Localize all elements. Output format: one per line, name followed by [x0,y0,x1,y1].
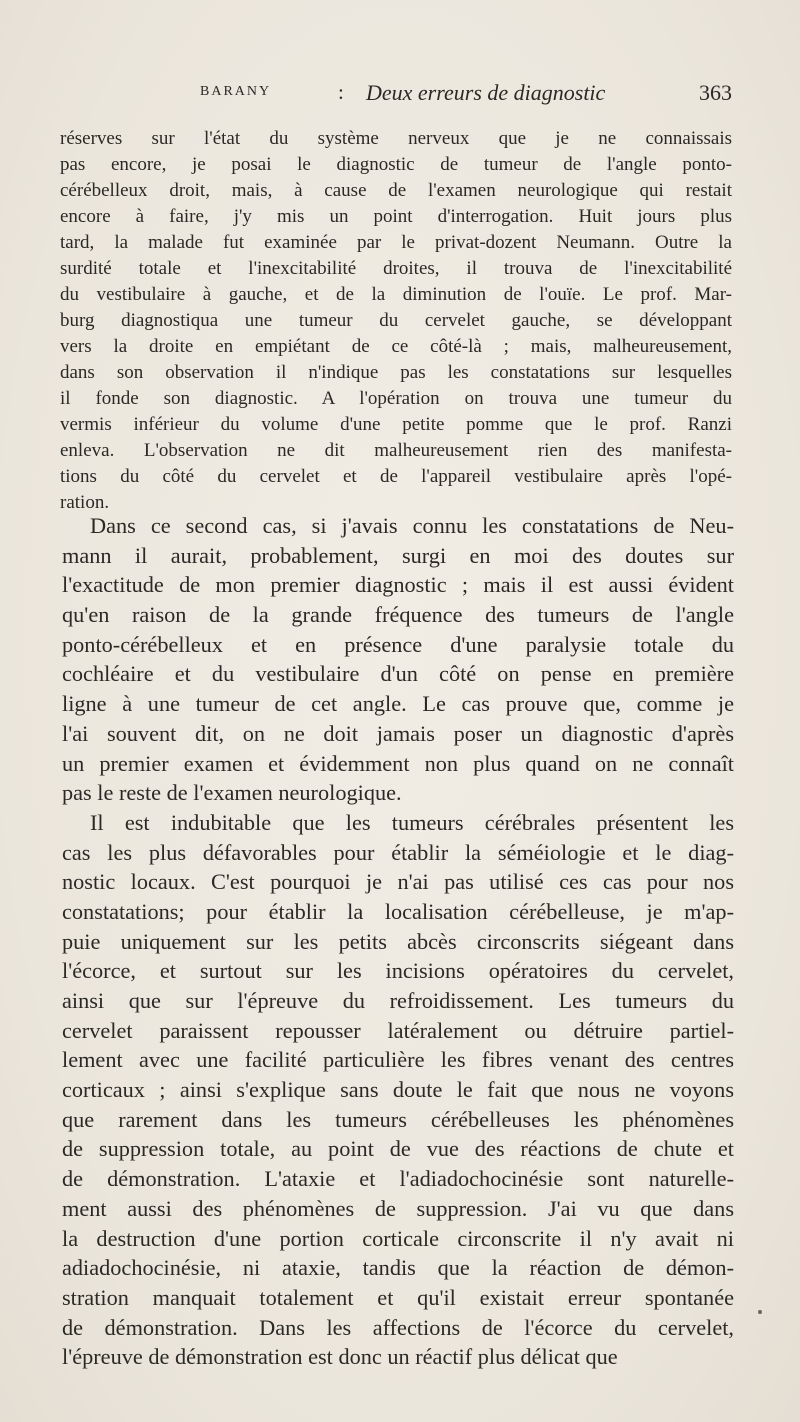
text-line: cochléaire et du vestibulaire d'un côté on pense en première [62,661,734,687]
text-line: nostic locaux. C'est pourquoi je n'ai pas utilisé ces cas pour nos [62,869,734,895]
text-line: vers la droite en empiétant de ce côté-là ; mais, malheureusement, [60,336,732,357]
text-line: la destruction d'une portion corticale circonscrite il n'y avait ni [62,1225,734,1251]
text-line: ment aussi des phénomènes de suppression. J'ai vu que dans [62,1195,734,1221]
text-line: ligne à une tumeur de cet angle. Le cas prouve que, comme je [62,691,734,717]
running-header [60,80,738,108]
text-line: vermis inférieur du volume d'une petite pomme que le prof. Ranzi [60,414,732,435]
paragraph-second-case [62,511,734,808]
text-line: enleva. L'observation ne dit malheureusement rien des manifesta- [60,440,732,461]
running-header-separator: : [338,80,344,104]
margin-speck [758,1310,762,1314]
text-line: pas encore, je posai le diagnostic de tumeur de l'angle ponto- [60,154,732,175]
text-line: mann il aurait, probablement, surgi en moi des doutes sur [62,542,734,568]
paragraph-small-print [60,126,732,516]
paragraph-tumors [62,808,734,1372]
text-line: cas les plus défavorables pour établir la séméiologie et le diag- [62,839,734,865]
text-line: il fonde son diagnostic. A l'opération on trouva une tumeur du [60,388,732,409]
text-line: du vestibulaire à gauche, et de la diminution de l'ouïe. Le prof. Mar- [60,284,732,305]
text-line: l'ai souvent dit, on ne doit jamais poser un diagnostic d'après [62,720,734,746]
text-line: l'épreuve de démonstration est donc un réactif plus délicat que [62,1344,618,1370]
text-line: que rarement dans les tumeurs cérébelleuses les phénomènes [62,1106,734,1132]
body-text [62,511,734,1372]
text-line: un premier examen et évidemment non plus quand on ne connaît [62,750,734,776]
text-line: cervelet paraissent repousser latéralement ou détruire partiel- [62,1017,734,1043]
text-line: constatations; pour établir la localisation cérébelleuse, je m'ap- [62,898,734,924]
text-line: Dans ce second cas, si j'avais connu les constatations de Neu- [90,513,734,538]
text-line: dans son observation il n'indique pas les constatations sur lesquelles [60,362,732,383]
running-header-author: BARANY [200,84,272,99]
page-number: 363 [699,80,732,105]
text-line: stration manquait totalement et qu'il existait erreur spontanée [62,1284,734,1310]
text-line: burg diagnostiqua une tumeur du cervelet gauche, se développant [60,310,732,331]
text-line: de suppression totale, au point de vue des réactions de chute et [62,1136,734,1162]
text-line: réserves sur l'état du système nerveux que je ne connaissais [60,128,732,149]
text-line: pas le reste de l'examen neurologique. [62,780,402,806]
text-line: tions du côté du cervelet et de l'appareil vestibulaire après l'opé- [60,466,732,487]
text-line: corticaux ; ainsi s'explique sans doute le fait que nous ne voyons [62,1077,734,1103]
text-line: puie uniquement sur les petits abcès circonscrits siégeant dans [62,928,734,954]
text-line: ponto-cérébelleux et en présence d'une paralysie totale du [62,631,734,657]
text-line: encore à faire, j'y mis un point d'interrogation. Huit jours plus [60,206,732,227]
text-line: de démonstration. L'ataxie et l'adiadochocinésie sont naturelle- [62,1166,734,1192]
text-line: lement avec une facilité particulière les fibres venant des centres [62,1047,734,1073]
text-line: ainsi que sur l'épreuve du refroidissement. Les tumeurs du [62,988,734,1013]
text-line: tard, la malade fut examinée par le privat-dozent Neumann. Outre la [60,232,732,253]
text-line: l'exactitude de mon premier diagnostic ; mais il est aussi évident [62,572,734,598]
text-line: cérébelleux droit, mais, à cause de l'examen neurologique qui restait [60,180,732,201]
text-line: ration. [60,492,110,513]
text-line: de démonstration. Dans les affections de l'écorce du cervelet, [62,1314,734,1340]
text-line: l'écorce, et surtout sur les incisions opératoires du cervelet, [62,958,734,984]
text-line: qu'en raison de la grande fréquence des tumeurs de l'angle [62,602,734,628]
text-line: Il est indubitable que les tumeurs cérébrales présentent les [90,809,734,835]
text-line: adiadochocinésie, ni ataxie, tandis que la réaction de démon- [62,1255,734,1281]
running-header-title: Deux erreurs de diagnostic [366,80,606,105]
text-line: surdité totale et l'inexcitabilité droites, il trouva de l'inexcitabilité [60,258,732,279]
